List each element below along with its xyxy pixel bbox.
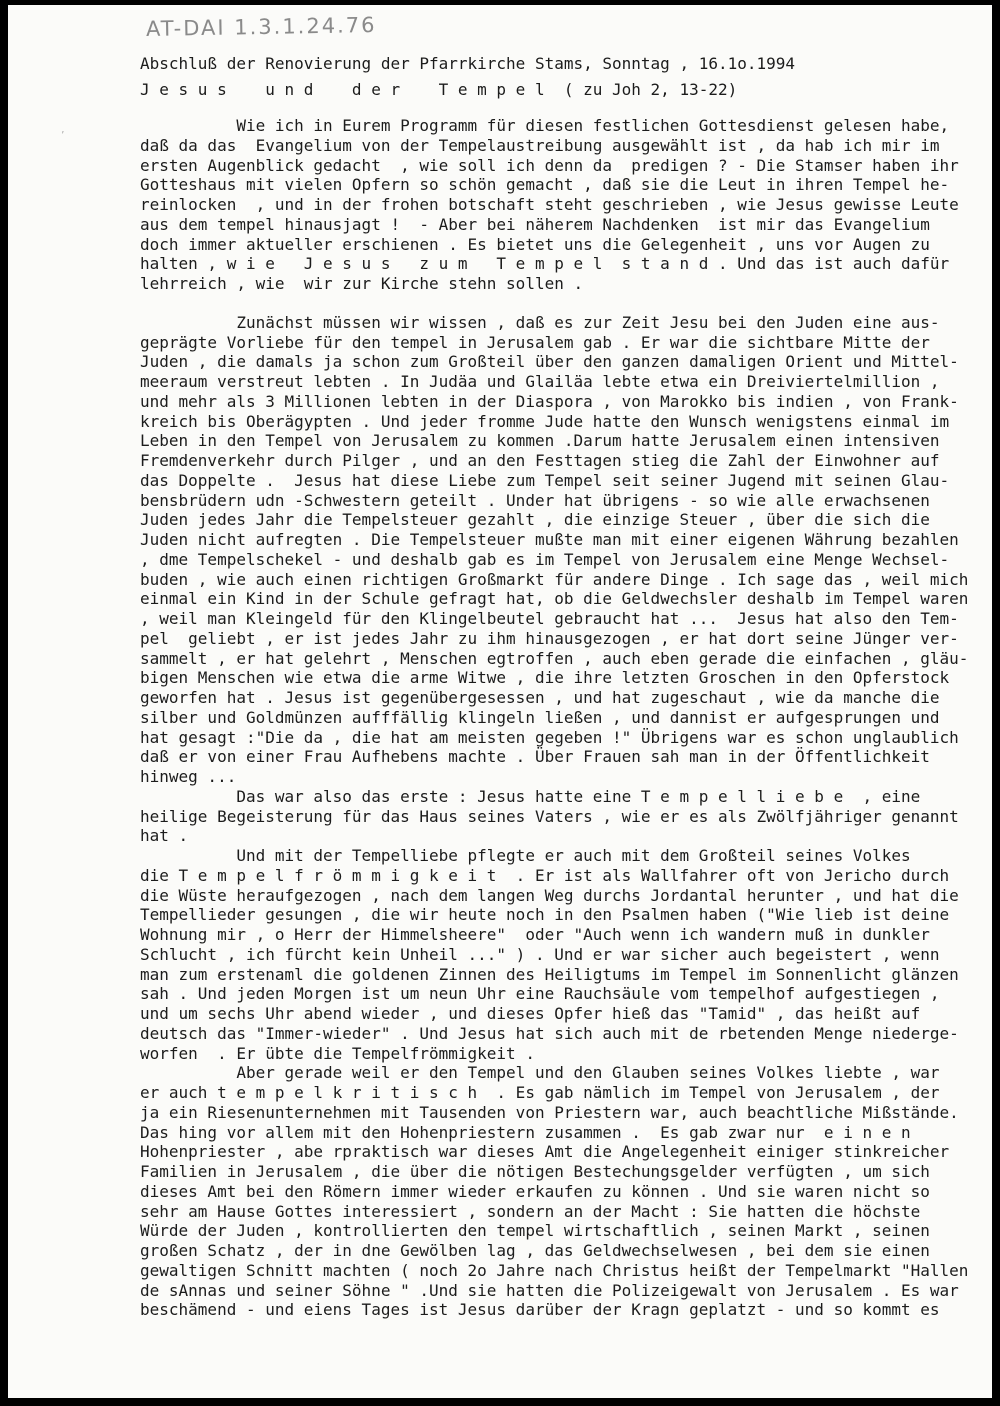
paragraph	[140, 313, 992, 787]
document-heading: Abschluß der Renovierung der Pfarrkirche Stams, Sonntag , 16.1o.1994	[140, 54, 796, 73]
text-line: dieses Amt bei den Römern immer wieder erkaufen zu können . Und sie waren nicht so	[140, 1181, 930, 1201]
text-line: aus dem tempel hinausjagt ! - Aber bei näherem Nachdenken ist mir das Evangelium	[140, 214, 930, 234]
text-line: , dme Tempelschekel - und deshalb gab es im Tempel von Jerusalem eine Menge Wechsel-	[140, 549, 950, 569]
text-line: und mehr als 3 Millionen lebten in der Diaspora , von Marokko bis indien , von Frank-	[140, 391, 959, 411]
text-line: Zunächst müssen wir wissen , daß es zur Zeit Jesu bei den Juden eine aus-	[140, 312, 940, 332]
margin-mark: ’	[61, 129, 65, 142]
document-subheading: J e s u s u n d d e r T e m p e l ( zu Joh 2, 13-22)	[140, 80, 738, 99]
text-line: pel geliebt , er ist jedes Jahr zu ihm hinausgezogen , er hat dort seine Jünger ver-	[140, 628, 959, 648]
text-line: gewaltigen Schnitt machten ( noch 2o Jahre nach Christus heißt der Tempelmarkt "Hallen	[140, 1260, 969, 1280]
text-line: halten , w i e J e s u s z u m T e m p e l s t a n d . Und das ist auch dafür	[140, 254, 950, 274]
text-line: Das hing vor allem mit den Hohenpriestern zusammen . Es gab zwar nur e i n e n	[140, 1122, 911, 1142]
text-line: daß er von einer Frau Aufhebens machte . Über Frauen sah man in der Öffentlichkeit	[140, 747, 930, 767]
text-line: Juden nicht aufregten . Die Tempelsteuer mußte man mit einer eigenen Währung bezahlen	[140, 530, 959, 549]
text-line: Juden , die damals ja schon zum Großteil über den ganzen damaligen Orient und Mittel-	[140, 352, 959, 372]
text-line: sammelt , er hat gelehrt , Menschen egtroffen , auch eben gerade die einfachen , gläu-	[140, 648, 969, 668]
sermon-text	[140, 116, 992, 1320]
text-line: heilige Begeisterung für das Haus seines Vaters , wie er es als Zwölfjähriger genannt	[140, 806, 959, 826]
text-line: Tempellieder gesungen , die wir heute noch in den Psalmen haben ("Wie lieb ist deine	[140, 905, 950, 925]
text-line: das Doppelte . Jesus hat diese Liebe zum Tempel seit seiner Jugend mit seinen Glau-	[140, 470, 950, 490]
archive-signature: AT-DAI 1.3.1.24.76	[145, 12, 377, 42]
text-line: man zum erstenaml die goldenen Zinnen des Heiligtums im Tempel im Sonnenlicht glänzen	[140, 964, 959, 984]
text-line: silber und Goldmünzen aufffällig klingeln ließen , und dannist er aufgesprungen und	[140, 707, 940, 727]
text-line: die T e m p e l f r ö m m i g k e i t . Er ist als Wallfahrer oft von Jericho durch	[140, 865, 950, 885]
text-line: sehr am Hause Gottes interessiert , sondern an der Macht : Sie hatten die höchste	[140, 1201, 921, 1221]
text-line: , weil man Kleingeld für den Klingelbeutel gebraucht hat ... Jesus hat also den Tem-	[140, 609, 959, 628]
text-line: hat .	[140, 826, 189, 846]
text-line: Wohnung mir , o Herr der Himmelsheere" oder "Auch wenn ich wandern muß in dunkler	[140, 925, 930, 944]
text-line: Leben in den Tempel von Jerusalem zu kommen .Darum hatte Jerusalem einen intensiven	[140, 431, 940, 451]
text-line: geprägte Vorliebe für den tempel in Jerusalem gab . Er war die sichtbare Mitte der	[140, 332, 930, 352]
text-line: Wie ich in Eurem Programm für diesen festlichen Gottesdienst gelesen habe,	[140, 116, 950, 135]
text-line: Aber gerade weil er den Tempel und den Glauben seines Volkes liebte , war	[140, 1063, 940, 1083]
text-line: meeraum verstreut lebten . In Judäa und Glailäa lebte etwa ein Dreiviertelmillion ,	[140, 372, 940, 391]
document-page	[8, 5, 992, 1398]
text-line: de sAnnas und seiner Söhne " .Und sie hatten die Polizeigewalt von Jerusalem . Es war	[140, 1280, 959, 1300]
text-line: Gotteshaus mit vielen Opfern so schön gemacht , daß sie die Leut in ihren Tempel he-	[140, 175, 950, 195]
text-line: hinweg ...	[140, 767, 237, 786]
text-line: Würde der Juden , kontrollierten den tempel wirtschaftlich , seinen Markt , seinen	[140, 1221, 930, 1241]
text-line: Fremdenverkehr durch Pilger , und an den Festtagen stieg die Zahl der Einwohner auf	[140, 451, 940, 470]
paragraph	[140, 116, 992, 294]
text-line: Hohenpriester , abe rpraktisch war dieses Amt die Angelegenheit einiger stinkreicher	[140, 1142, 950, 1162]
text-line: bensbrüdern udn -Schwestern geteilt . Under hat übrigens - so wie alle erwachsenen	[140, 490, 930, 510]
text-line: großen Schatz , der in dne Gewölben lag , das Geldwechselwesen , bei dem sie einen	[140, 1241, 930, 1260]
text-line: Juden jedes Jahr die Tempelsteuer gezahlt , die einzige Steuer , über die sich die	[140, 510, 930, 530]
text-line: und um sechs Uhr abend wieder , und dieses Opfer hieß das "Tamid" , das heißt auf	[140, 1004, 921, 1023]
text-line: daß da das Evangelium von der Tempelaustreibung ausgewählt ist , da hab ich mir im	[140, 135, 940, 155]
text-line: Das war also das erste : Jesus hatte eine T e m p e l l i e b e , eine	[140, 786, 921, 806]
text-line: Familien in Jerusalem , die über die nötigen Bestechungsgelder verfügten , um sich	[140, 1162, 930, 1181]
text-line: beschämend - und eiens Tages ist Jesus darüber der Kragn geplatzt - und so kommt es	[140, 1300, 940, 1320]
text-line: er auch t e m p e l k r i t i s c h . Es gab nämlich im Tempel von Jerusalem , der	[140, 1083, 940, 1102]
text-line: deutsch das "Immer-wieder" . Und Jesus hat sich auch mit de rbetenden Menge niederge-	[140, 1023, 959, 1043]
text-line: doch immer aktueller erschienen . Es bietet uns die Gelegenheit , uns vor Augen zu	[140, 234, 930, 254]
text-line: reinlocken , und in der frohen botschaft steht geschrieben , wie Jesus gewisse Leute	[140, 195, 959, 214]
text-line: bigen Menschen wie etwa die arme Witwe , die ihre letzten Groschen in den Opferstock	[140, 668, 950, 688]
text-line: einmal ein Kind in der Schule gefragt hat, ob die Geldwechsler deshalb im Tempel waren	[140, 589, 969, 609]
paragraph	[140, 846, 992, 1063]
text-line: hat gesagt :"Die da , die hat am meisten gegeben !" Übrigens war es schon unglaublich	[140, 727, 959, 747]
text-line: buden , wie auch einen richtigen Großmarkt für andere Dinge . Ich sage das , weil mich	[140, 569, 969, 589]
text-line: die Wüste heraufgezogen , nach dem langen Weg durchs Jordantal herunter , und hat die	[140, 885, 959, 905]
text-line: sah . Und jeden Morgen ist um neun Uhr eine Rauchsäule vom tempelhof aufgestiegen ,	[140, 984, 940, 1004]
text-line: Und mit der Tempelliebe pflegte er auch mit dem Großteil seines Volkes	[140, 846, 911, 865]
text-line: Schlucht , ich fürcht kein Unheil ..." ) . Und er war sicher auch begeistert , wenn	[140, 944, 940, 964]
text-line: kreich bis Oberägypten . Und jeder fromme Jude hatte den Wunsch wenigstens einmal im	[140, 411, 950, 431]
text-line: ja ein Riesenunternehmen mit Tausenden von Priestern war, auch beachtliche Mißstände.	[140, 1102, 959, 1122]
document-body	[140, 51, 992, 1320]
text-line: ersten Augenblick gedacht , wie soll ich denn da predigen ? - Die Stamser haben ihr	[140, 155, 959, 175]
text-line: geworfen hat . Jesus ist gegenübergesessen , und hat zugeschaut , wie da manche die	[140, 688, 940, 707]
paragraph	[140, 787, 992, 846]
text-line: worfen . Er übte die Tempelfrömmigkeit .	[140, 1043, 535, 1063]
paragraph	[140, 1063, 992, 1320]
text-line: lehrreich , wie wir zur Kirche stehn sollen .	[140, 274, 584, 293]
